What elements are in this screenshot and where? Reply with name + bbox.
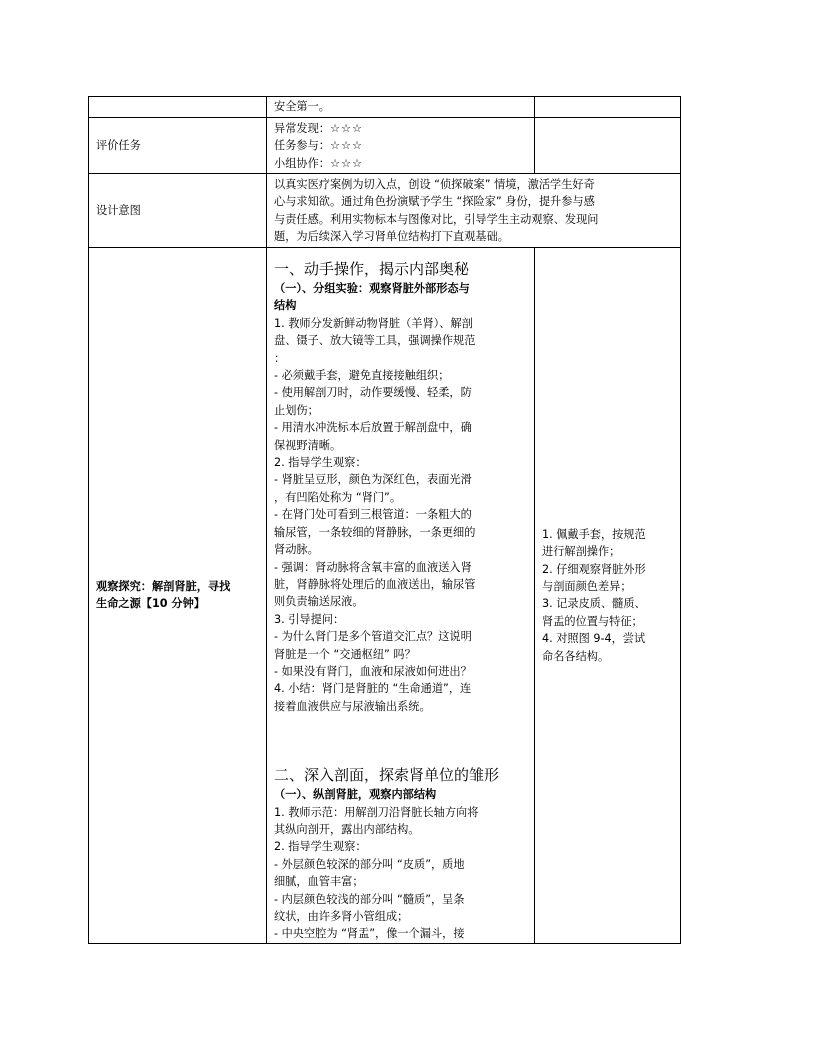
student-activity-cell	[535, 248, 681, 944]
body-line: 其纵向剖开，露出内部结构。	[274, 822, 420, 836]
section-spacer	[274, 715, 527, 764]
body-line: 止划伤；	[274, 403, 319, 417]
body-line: 脏，肾静脉将处理后的血液送出，输尿管	[274, 577, 476, 591]
body-line: - 为什么肾门是多个管道交汇点？这说明	[274, 630, 472, 644]
safety-content-cell	[267, 97, 535, 118]
body-line: 1. 教师分发新鲜动物肾脏（羊肾）、解剖	[274, 316, 473, 330]
student-line: 肾盂的位置与特征；	[542, 614, 643, 628]
evaluation-item	[274, 155, 527, 172]
teacher-activity-cell	[267, 248, 535, 944]
evaluation-item-label: 任务参与：	[274, 139, 330, 153]
body-line: 3. 引导提问：	[274, 612, 345, 626]
table-row-evaluation	[89, 118, 681, 174]
body-line: 接着血液供应与尿液输出系统。	[274, 699, 431, 713]
table-row-safety	[89, 97, 681, 118]
activity-label-cell	[89, 248, 267, 944]
body-line: 2. 指导学生观察：	[274, 456, 367, 470]
body-line: - 用清水冲洗标本后放置于解剖盘中，确	[274, 421, 472, 435]
body-line: 细腻，血管丰富；	[274, 875, 364, 889]
body-line: 肾脏是一个 “交通枢纽” 吗？	[274, 647, 416, 661]
body-line: 纹状，由许多肾小管组成；	[274, 910, 409, 923]
section-heading: 二、深入剖面，探索肾单位的雏形	[274, 766, 500, 785]
body-line: - 如果没有肾门，血液和尿液如何进出？	[274, 664, 472, 678]
body-line: - 强调：肾动脉将含氧丰富的血液送入肾	[274, 560, 472, 574]
student-line: 与剖面颜色差异；	[542, 580, 632, 593]
section-subheading: 结构	[274, 299, 297, 313]
lesson-plan-table	[88, 96, 681, 944]
design-label: 设计意图	[89, 174, 267, 248]
body-line: 4. 小结：肾门是肾脏的 “生命通道”，连	[274, 682, 472, 696]
evaluation-item	[274, 120, 527, 137]
empty-cell	[535, 118, 681, 174]
body-line: - 在肾门处可看到三根管道：一条粗大的	[274, 508, 472, 522]
student-line: 3. 记录皮质、髓质、	[542, 597, 646, 611]
design-line: 以真实医疗案例为切入点，创设 “侦探破案” 情境，激活学生好奇	[274, 178, 595, 191]
activity-label-line: 生命之源【10 分钟】	[96, 597, 205, 611]
row-label-empty	[89, 97, 267, 118]
evaluation-item-label: 小组协作：	[274, 156, 330, 170]
evaluation-content-cell	[267, 118, 535, 174]
evaluation-label: 评价任务	[89, 118, 267, 174]
student-line: 进行解剖操作；	[542, 545, 621, 559]
body-line: - 内层颜色较浅的部分叫 “髓质”，呈条	[274, 892, 465, 906]
body-line: 则负责输送尿液。	[274, 595, 364, 609]
body-line: ，有凹陷处称为 “肾门”。	[274, 490, 402, 504]
body-line: ：	[274, 351, 286, 365]
evaluation-item	[274, 137, 527, 154]
body-line: - 肾脏呈豆形，颜色为深红色，表面光滑	[274, 473, 472, 487]
section-subheading: （一）、分组实验：观察肾脏外部形态与	[274, 282, 470, 295]
design-line: 与责任感。利用实物标本与图像对比，引导学生主动观察、发现问	[274, 212, 599, 226]
activity-label-line: 观察探究：解剖肾脏，寻找	[96, 580, 231, 593]
body-line: - 使用解剖刀时，动作要缓慢、轻柔，防	[274, 386, 472, 400]
student-line: 命名各结构。	[542, 649, 610, 663]
star-rating-icon: ☆☆☆	[329, 139, 364, 153]
body-line: 肾动脉。	[274, 543, 319, 557]
body-line: - 必须戴手套，避免直接接触组织；	[274, 369, 450, 383]
student-line: 2. 仔细观察肾脏外形	[542, 562, 646, 576]
section-subheading: （一）、纵剖肾脏，观察内部结构	[274, 788, 437, 802]
student-line: 4. 对照图 9-4，尝试	[542, 632, 646, 646]
body-line: 盘、镊子、放大镜等工具，强调操作规范	[274, 334, 476, 348]
student-line: 1. 佩戴手套，按规范	[542, 527, 646, 541]
star-rating-icon: ☆☆☆	[329, 156, 364, 170]
table-row-design	[89, 174, 681, 248]
star-rating-icon: ☆☆☆	[329, 122, 364, 135]
body-line: 输尿管，一条较细的肾静脉，一条更细的	[274, 525, 476, 539]
table-row-activity	[89, 248, 681, 944]
empty-cell	[535, 97, 681, 118]
section-heading: 一、动手操作，揭示内部奥秘	[274, 260, 470, 278]
design-line: 心与求知欲。通过角色扮演赋予学生 “探险家” 身份，提升参与感	[274, 195, 595, 209]
body-line: 1. 教师示范：用解剖刀沿肾脏长轴方向将	[274, 805, 479, 819]
body-line: - 外层颜色较深的部分叫 “皮质”，质地	[274, 857, 465, 871]
design-line: 题，为后续深入学习肾单位结构打下直观基础。	[274, 230, 509, 244]
evaluation-item-label: 异常发现：	[274, 122, 330, 135]
body-line: - 中央空腔为 “肾盂”，像一个漏斗，接	[274, 927, 465, 941]
design-content-cell	[267, 174, 681, 248]
body-line: 保视野清晰。	[274, 438, 342, 452]
safety-text: 安全第一。	[274, 100, 330, 114]
body-line: 2. 指导学生观察：	[274, 840, 367, 854]
